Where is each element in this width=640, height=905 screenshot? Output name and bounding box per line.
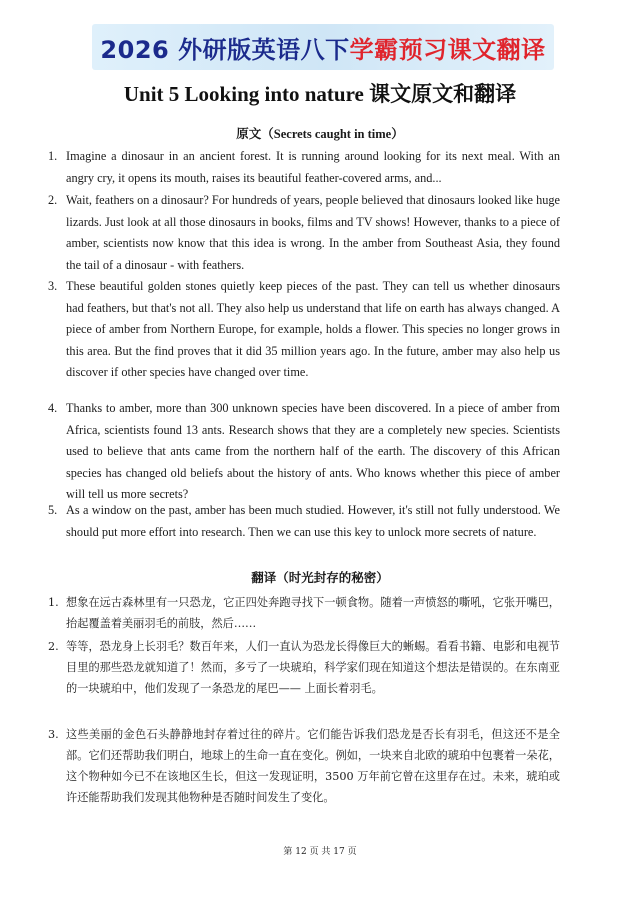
paragraph-text: As a window on the past, amber has been much studied. However, it's still not fully understood. We should put more effort into research. Then we can use this key to unlock more secrets of nature.	[66, 503, 560, 539]
paragraph-text: 想象在远古森林里有一只恐龙，它正四处奔跑寻找下一顿食物。随着一声愤怒的嘶吼，它张开嘴巴，抬起覆盖着美丽羽毛的前肢，然后……	[66, 596, 560, 630]
original-paragraph-5	[48, 500, 560, 543]
translation-paragraph-2	[48, 636, 560, 699]
translation-heading: 翻译（时光封存的秘密）	[251, 571, 389, 585]
paragraph-number: 3.	[48, 279, 58, 293]
translation-paragraph-1	[48, 592, 560, 634]
paragraph-number: 5.	[48, 503, 58, 517]
banner-part-3: 学霸预习课文翻译	[349, 35, 546, 64]
page-title: Unit 5 Looking into nature 课文原文和翻译	[123, 82, 517, 106]
banner-part-2: 英语八下	[251, 35, 350, 64]
banner-part-1: 2026 外研版	[100, 35, 252, 64]
paragraph-text: Wait, feathers on a dinosaur? For hundreds of years, people believed that dinosaurs looked like huge lizards. Just look at all those dinosaurs in books, films and TV shows! However, thanks to a piece of amber, scientists now know that this idea is wrong. In the amber from Southeast Asia, they found the tail of a dinosaur - with feathers.	[66, 193, 560, 272]
paragraph-number: 1.	[48, 596, 59, 609]
original-paragraph-4	[48, 398, 560, 506]
original-paragraph-3	[48, 276, 560, 384]
paragraph-text: 这些美丽的金色石头静静地封存着过往的碎片。它们能告诉我们恐龙是否长有羽毛，但这还不是全部。它们还帮助我们明白，地球上的生命一直在变化。例如，一块来自北欧的琥珀中包裹着一朵花，这个物种如今已不在该地区生长，但这一发现证明，3500 万年前它曾在这里存在过。未来，琥珀或许还能帮助我们发现其他物种是否随时间发生了变化。	[66, 728, 560, 804]
paragraph-number: 1.	[48, 149, 58, 163]
translation-paragraph-3	[48, 724, 560, 808]
original-heading: 原文（Secrets caught in time）	[236, 127, 404, 141]
header-banner	[92, 24, 554, 70]
paragraph-text: Thanks to amber, more than 300 unknown species have been discovered. In a piece of amber from Africa, scientists found 13 ants. Research shows that they are a completely new species. Scientists used to believe that ants came from the northern half of the earth. The discovery of this African species has changed old beliefs about the history of ants. Who knows whether this piece of amber will tell us more secrets?	[66, 401, 560, 502]
paragraph-number: 2.	[48, 193, 58, 207]
original-paragraph-2	[48, 190, 560, 276]
paragraph-number: 2.	[48, 640, 59, 653]
paragraph-number: 4.	[48, 401, 58, 415]
paragraph-text: 等等，恐龙身上长羽毛？数百年来，人们一直认为恐龙长得像巨大的蜥蜴。看看书籍、电影和电视节目里的那些恐龙就知道了！然而，多亏了一块琥珀，科学家们现在知道这个想法是错误的。在东南亚的一块琥珀中，他们发现了一条恐龙的尾巴—— 上面长着羽毛。	[66, 640, 560, 695]
paragraph-number: 3.	[48, 728, 59, 741]
original-paragraph-1	[48, 146, 560, 189]
paragraph-text: These beautiful golden stones quietly keep pieces of the past. They can tell us whether dinosaurs had feathers, but that's not all. They also help us understand that life on earth has always changed. A piece of amber from Northern Europe, for example, holds a flower. This species no longer grows in this area. But the find proves that it did 35 million years ago. In the future, amber may also help us discover if other species have changed over time.	[66, 279, 560, 380]
page-footer: 第 12 页 共 17 页	[283, 847, 357, 857]
paragraph-text: Imagine a dinosaur in an ancient forest. It is running around looking for its next meal. With an angry cry, it opens its mouth, raises its beautiful feather-covered arms, and...	[66, 149, 560, 185]
